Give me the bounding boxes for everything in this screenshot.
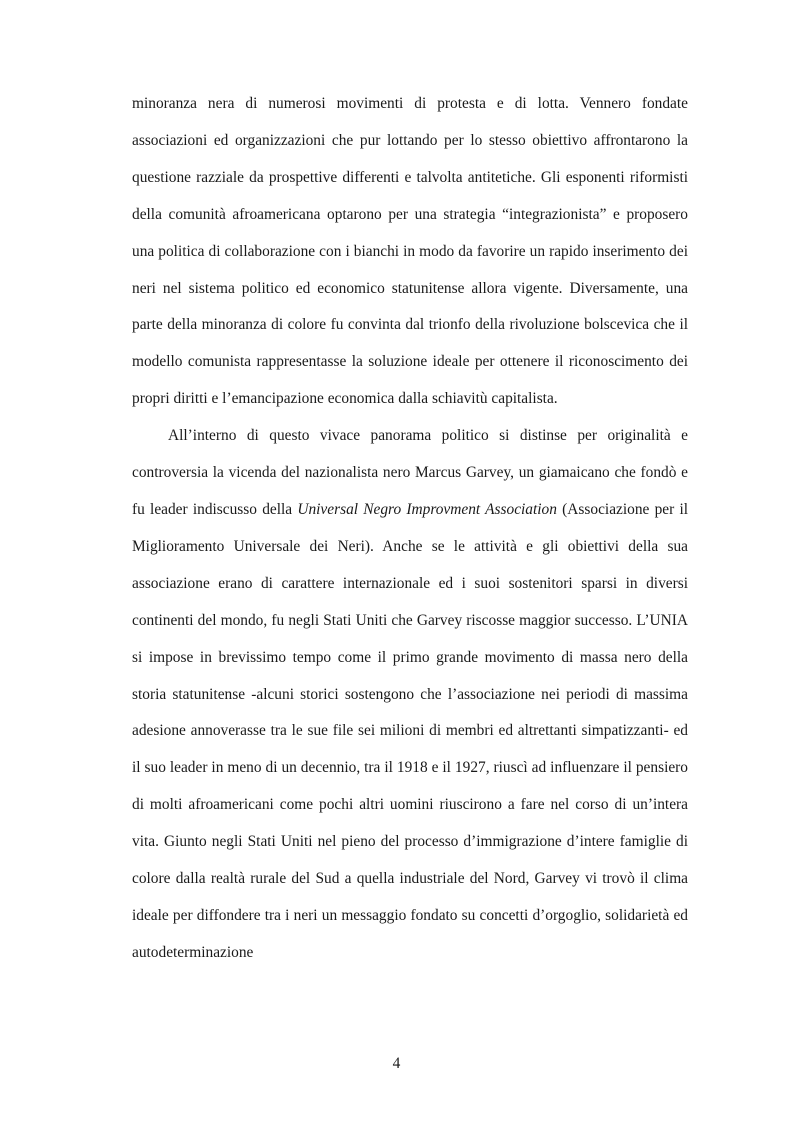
paragraph-2-text-before-title: All’interno di questo vivace panorama politico si distinse per originalità e controversia la vicenda del nazionalista nero Marcus Garvey, un giamaicano che fondò e fu leader indiscusso della [132,427,688,518]
paragraph-2-text-after-title: (Associazione per il Miglioramento Universale dei Neri). Anche se le attività e gli obiettivi della sua associazione erano di carattere internazionale ed i suoi sostenitori sparsi in diversi continenti del mondo, fu negli Stati Uniti che Garvey riscosse maggior successo. L’UNIA si impose in brevissimo tempo come il primo grande movimento di massa nero della storia statunitense -alcuni storici sostengono che l’associazione nei periodi di massima adesione annoverasse tra le sue file sei milioni di membri ed altrettanti simpatizzanti- ed il suo leader in meno di un decennio, tra il 1918 e il 1927, riuscì ad influenzare il pensiero di molti afroamericani come pochi altri uomini riuscirono a fare nel corso di un’intera vita. Giunto negli Stati Uniti nel pieno del processo d’immigrazione d’intere famiglie di colore dalla realtà rurale del Sud a quella industriale del Nord, Garvey vi trovò il clima ideale per diffondere tra i neri un messaggio fondato su concetti d’orgoglio, solidarietà ed autodeterminazione [132,500,688,961]
page-number: 4 [392,1055,401,1072]
body-text [132,86,688,972]
paragraph-1: minoranza nera di numerosi movimenti di protesta e di lotta. Vennero fondate associazioni ed organizzazioni che pur lottando per lo stesso obiettivo affrontarono la questione razziale da prospettive differenti e talvolta antitetiche. Gli esponenti riformisti della comunità afroamericana optarono per una strategia “integrazionista” e proposero una politica di collaborazione con i bianchi in modo da favorire un rapido inserimento dei neri nel sistema politico ed economico statunitense allora vigente. Diversamente, una parte della minoranza di colore fu convinta dal trionfo della rivoluzione bolscevica che il modello comunista rappresentasse la soluzione ideale per ottenere il riconoscimento dei propri diritti e l’emancipazione economica dalla schiavitù capitalista. [132,95,688,408]
association-title-italic: Universal Negro Improvment Association [297,500,557,518]
paragraph-2 [132,418,688,972]
